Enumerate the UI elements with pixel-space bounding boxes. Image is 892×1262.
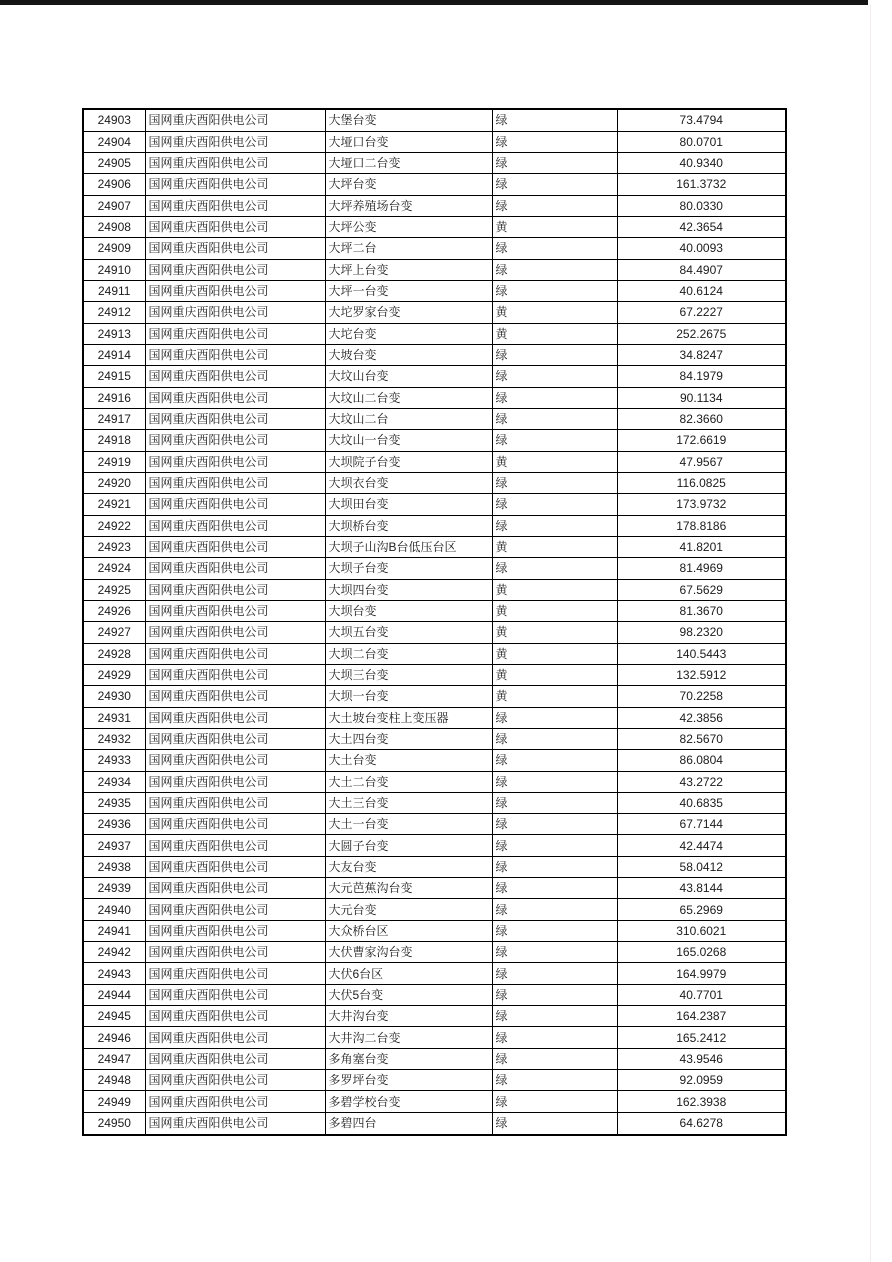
load-value-cell: 164.9979 <box>617 963 786 984</box>
table-row <box>83 686 786 707</box>
company-name-cell: 国网重庆酉阳供电公司 <box>145 1048 325 1069</box>
status-color-cell: 绿 <box>492 366 617 387</box>
table-row <box>83 131 786 152</box>
row-id-cell: 24934 <box>83 771 145 792</box>
table-row <box>83 1091 786 1112</box>
company-name-cell: 国网重庆酉阳供电公司 <box>145 856 325 877</box>
station-name-cell: 大坪公变 <box>325 216 492 237</box>
load-value-cell: 34.8247 <box>617 344 786 365</box>
table-body <box>83 109 786 1135</box>
row-id-cell: 24903 <box>83 109 145 131</box>
row-id-cell: 24923 <box>83 536 145 557</box>
company-name-cell: 国网重庆酉阳供电公司 <box>145 408 325 429</box>
load-value-cell: 67.5629 <box>617 579 786 600</box>
company-name-cell: 国网重庆酉阳供电公司 <box>145 472 325 493</box>
status-color-cell: 绿 <box>492 1027 617 1048</box>
company-name-cell: 国网重庆酉阳供电公司 <box>145 515 325 536</box>
table-row <box>83 408 786 429</box>
load-value-cell: 40.6124 <box>617 280 786 301</box>
company-name-cell: 国网重庆酉阳供电公司 <box>145 600 325 621</box>
company-name-cell: 国网重庆酉阳供电公司 <box>145 1112 325 1135</box>
row-id-cell: 24940 <box>83 899 145 920</box>
row-id-cell: 24945 <box>83 1006 145 1027</box>
station-name-cell: 大坡台变 <box>325 344 492 365</box>
company-name-cell: 国网重庆酉阳供电公司 <box>145 707 325 728</box>
row-id-cell: 24914 <box>83 344 145 365</box>
company-name-cell: 国网重庆酉阳供电公司 <box>145 1070 325 1091</box>
load-value-cell: 172.6619 <box>617 430 786 451</box>
row-id-cell: 24936 <box>83 814 145 835</box>
station-name-cell: 大坪二台 <box>325 238 492 259</box>
company-name-cell: 国网重庆酉阳供电公司 <box>145 622 325 643</box>
station-name-cell: 大坨台变 <box>325 323 492 344</box>
station-name-cell: 大土四台变 <box>325 728 492 749</box>
table-row <box>83 430 786 451</box>
row-id-cell: 24925 <box>83 579 145 600</box>
company-name-cell: 国网重庆酉阳供电公司 <box>145 494 325 515</box>
load-value-cell: 70.2258 <box>617 686 786 707</box>
company-name-cell: 国网重庆酉阳供电公司 <box>145 942 325 963</box>
load-value-cell: 165.0268 <box>617 942 786 963</box>
row-id-cell: 24928 <box>83 643 145 664</box>
company-name-cell: 国网重庆酉阳供电公司 <box>145 1006 325 1027</box>
status-color-cell: 绿 <box>492 1112 617 1135</box>
station-name-cell: 大坝三台变 <box>325 664 492 685</box>
status-color-cell: 绿 <box>492 984 617 1005</box>
table-row <box>83 792 786 813</box>
load-value-cell: 82.3660 <box>617 408 786 429</box>
load-value-cell: 116.0825 <box>617 472 786 493</box>
row-id-cell: 24927 <box>83 622 145 643</box>
load-value-cell: 64.6278 <box>617 1112 786 1135</box>
table-row <box>83 1048 786 1069</box>
company-name-cell: 国网重庆酉阳供电公司 <box>145 131 325 152</box>
company-name-cell: 国网重庆酉阳供电公司 <box>145 920 325 941</box>
load-value-cell: 165.2412 <box>617 1027 786 1048</box>
table-row <box>83 984 786 1005</box>
station-name-cell: 大伏曹家沟台变 <box>325 942 492 963</box>
status-color-cell: 绿 <box>492 792 617 813</box>
load-value-cell: 73.4794 <box>617 109 786 131</box>
company-name-cell: 国网重庆酉阳供电公司 <box>145 643 325 664</box>
company-name-cell: 国网重庆酉阳供电公司 <box>145 302 325 323</box>
status-color-cell: 黄 <box>492 622 617 643</box>
row-id-cell: 24938 <box>83 856 145 877</box>
station-name-cell: 大坟山二台 <box>325 408 492 429</box>
station-name-cell: 大坝二台变 <box>325 643 492 664</box>
table-row <box>83 728 786 749</box>
station-name-cell: 大坪台变 <box>325 174 492 195</box>
load-value-cell: 67.2227 <box>617 302 786 323</box>
company-name-cell: 国网重庆酉阳供电公司 <box>145 259 325 280</box>
row-id-cell: 24905 <box>83 152 145 173</box>
company-name-cell: 国网重庆酉阳供电公司 <box>145 1027 325 1048</box>
status-color-cell: 绿 <box>492 963 617 984</box>
table-row <box>83 195 786 216</box>
station-name-cell: 大垭口二台变 <box>325 152 492 173</box>
table-row <box>83 451 786 472</box>
station-name-cell: 大坝子山沟B台低压台区 <box>325 536 492 557</box>
status-color-cell: 绿 <box>492 558 617 579</box>
company-name-cell: 国网重庆酉阳供电公司 <box>145 963 325 984</box>
station-name-cell: 大土台变 <box>325 750 492 771</box>
load-value-cell: 90.1134 <box>617 387 786 408</box>
station-name-cell: 大坪一台变 <box>325 280 492 301</box>
table-row <box>83 238 786 259</box>
row-id-cell: 24944 <box>83 984 145 1005</box>
status-color-cell: 绿 <box>492 899 617 920</box>
row-id-cell: 24935 <box>83 792 145 813</box>
page-top-bar <box>0 0 868 5</box>
company-name-cell: 国网重庆酉阳供电公司 <box>145 366 325 387</box>
status-color-cell: 黄 <box>492 600 617 621</box>
table-row <box>83 558 786 579</box>
load-value-cell: 161.3732 <box>617 174 786 195</box>
company-name-cell: 国网重庆酉阳供电公司 <box>145 1091 325 1112</box>
status-color-cell: 绿 <box>492 472 617 493</box>
row-id-cell: 24950 <box>83 1112 145 1135</box>
row-id-cell: 24948 <box>83 1070 145 1091</box>
status-color-cell: 绿 <box>492 152 617 173</box>
table-row <box>83 600 786 621</box>
status-color-cell: 绿 <box>492 771 617 792</box>
station-name-cell: 大坝子台变 <box>325 558 492 579</box>
status-color-cell: 绿 <box>492 750 617 771</box>
table-row <box>83 472 786 493</box>
load-value-cell: 80.0701 <box>617 131 786 152</box>
row-id-cell: 24913 <box>83 323 145 344</box>
row-id-cell: 24931 <box>83 707 145 728</box>
station-name-cell: 大坪上台变 <box>325 259 492 280</box>
status-color-cell: 绿 <box>492 1091 617 1112</box>
station-name-cell: 大垭口台变 <box>325 131 492 152</box>
company-name-cell: 国网重庆酉阳供电公司 <box>145 899 325 920</box>
station-name-cell: 大坨罗家台变 <box>325 302 492 323</box>
row-id-cell: 24906 <box>83 174 145 195</box>
table-row <box>83 216 786 237</box>
table-row <box>83 174 786 195</box>
company-name-cell: 国网重庆酉阳供电公司 <box>145 238 325 259</box>
load-value-cell: 310.6021 <box>617 920 786 941</box>
row-id-cell: 24942 <box>83 942 145 963</box>
load-value-cell: 84.4907 <box>617 259 786 280</box>
station-name-cell: 大井沟二台变 <box>325 1027 492 1048</box>
load-value-cell: 47.9567 <box>617 451 786 472</box>
status-color-cell: 绿 <box>492 942 617 963</box>
load-value-cell: 42.4474 <box>617 835 786 856</box>
station-name-cell: 大坟山台变 <box>325 366 492 387</box>
page-right-edge <box>870 5 871 1262</box>
load-value-cell: 173.9732 <box>617 494 786 515</box>
station-name-cell: 大坪养殖场台变 <box>325 195 492 216</box>
table-row <box>83 707 786 728</box>
station-name-cell: 大元芭蕉沟台变 <box>325 878 492 899</box>
company-name-cell: 国网重庆酉阳供电公司 <box>145 536 325 557</box>
status-color-cell: 绿 <box>492 174 617 195</box>
load-value-cell: 65.2969 <box>617 899 786 920</box>
load-value-cell: 164.2387 <box>617 1006 786 1027</box>
row-id-cell: 24907 <box>83 195 145 216</box>
table-row <box>83 323 786 344</box>
station-name-cell: 大坝一台变 <box>325 686 492 707</box>
status-color-cell: 黄 <box>492 579 617 600</box>
table-row <box>83 280 786 301</box>
table-row <box>83 1112 786 1135</box>
table-row <box>83 387 786 408</box>
load-value-cell: 58.0412 <box>617 856 786 877</box>
status-color-cell: 黄 <box>492 323 617 344</box>
status-color-cell: 黄 <box>492 216 617 237</box>
load-value-cell: 40.7701 <box>617 984 786 1005</box>
load-value-cell: 40.6835 <box>617 792 786 813</box>
station-name-cell: 大井沟台变 <box>325 1006 492 1027</box>
company-name-cell: 国网重庆酉阳供电公司 <box>145 430 325 451</box>
load-value-cell: 43.9546 <box>617 1048 786 1069</box>
station-name-cell: 大坟山二台变 <box>325 387 492 408</box>
company-name-cell: 国网重庆酉阳供电公司 <box>145 152 325 173</box>
status-color-cell: 黄 <box>492 664 617 685</box>
station-name-cell: 大坝四台变 <box>325 579 492 600</box>
row-id-cell: 24920 <box>83 472 145 493</box>
row-id-cell: 24932 <box>83 728 145 749</box>
row-id-cell: 24937 <box>83 835 145 856</box>
row-id-cell: 24949 <box>83 1091 145 1112</box>
load-value-cell: 81.3670 <box>617 600 786 621</box>
company-name-cell: 国网重庆酉阳供电公司 <box>145 558 325 579</box>
station-name-cell: 大元台变 <box>325 899 492 920</box>
status-color-cell: 绿 <box>492 344 617 365</box>
company-name-cell: 国网重庆酉阳供电公司 <box>145 686 325 707</box>
status-color-cell: 绿 <box>492 238 617 259</box>
table-row <box>83 344 786 365</box>
station-name-cell: 大众桥台区 <box>325 920 492 941</box>
table-row <box>83 109 786 131</box>
station-name-cell: 大土坡台变柱上变压器 <box>325 707 492 728</box>
row-id-cell: 24933 <box>83 750 145 771</box>
station-name-cell: 大土一台变 <box>325 814 492 835</box>
row-id-cell: 24929 <box>83 664 145 685</box>
status-color-cell: 绿 <box>492 259 617 280</box>
table-row <box>83 942 786 963</box>
status-color-cell: 绿 <box>492 835 617 856</box>
status-color-cell: 绿 <box>492 1070 617 1091</box>
load-value-cell: 67.7144 <box>617 814 786 835</box>
table-row <box>83 856 786 877</box>
station-name-cell: 大坝院子台变 <box>325 451 492 472</box>
row-id-cell: 24908 <box>83 216 145 237</box>
row-id-cell: 24918 <box>83 430 145 451</box>
company-name-cell: 国网重庆酉阳供电公司 <box>145 579 325 600</box>
table-row <box>83 515 786 536</box>
status-color-cell: 绿 <box>492 430 617 451</box>
status-color-cell: 绿 <box>492 195 617 216</box>
station-load-table <box>82 108 787 1136</box>
station-name-cell: 大伏6台区 <box>325 963 492 984</box>
table-row <box>83 366 786 387</box>
table-row <box>83 771 786 792</box>
load-value-cell: 92.0959 <box>617 1070 786 1091</box>
status-color-cell: 绿 <box>492 1048 617 1069</box>
status-color-cell: 绿 <box>492 494 617 515</box>
load-value-cell: 162.3938 <box>617 1091 786 1112</box>
station-name-cell: 大坝衣台变 <box>325 472 492 493</box>
table-row <box>83 814 786 835</box>
station-name-cell: 大坟山一台变 <box>325 430 492 451</box>
station-name-cell: 多罗坪台变 <box>325 1070 492 1091</box>
row-id-cell: 24926 <box>83 600 145 621</box>
company-name-cell: 国网重庆酉阳供电公司 <box>145 280 325 301</box>
table-row <box>83 664 786 685</box>
company-name-cell: 国网重庆酉阳供电公司 <box>145 664 325 685</box>
status-color-cell: 绿 <box>492 920 617 941</box>
status-color-cell: 绿 <box>492 280 617 301</box>
station-name-cell: 多碧四台 <box>325 1112 492 1135</box>
load-value-cell: 40.0093 <box>617 238 786 259</box>
load-value-cell: 43.8144 <box>617 878 786 899</box>
table-row <box>83 152 786 173</box>
load-value-cell: 43.2722 <box>617 771 786 792</box>
table-row <box>83 536 786 557</box>
row-id-cell: 24909 <box>83 238 145 259</box>
station-name-cell: 大土三台变 <box>325 792 492 813</box>
station-name-cell: 大堡台变 <box>325 109 492 131</box>
row-id-cell: 24910 <box>83 259 145 280</box>
status-color-cell: 黄 <box>492 686 617 707</box>
company-name-cell: 国网重庆酉阳供电公司 <box>145 216 325 237</box>
company-name-cell: 国网重庆酉阳供电公司 <box>145 109 325 131</box>
status-color-cell: 绿 <box>492 131 617 152</box>
load-value-cell: 98.2320 <box>617 622 786 643</box>
station-name-cell: 大友台变 <box>325 856 492 877</box>
station-name-cell: 多碧学校台变 <box>325 1091 492 1112</box>
status-color-cell: 绿 <box>492 408 617 429</box>
status-color-cell: 绿 <box>492 814 617 835</box>
station-name-cell: 大坝桥台变 <box>325 515 492 536</box>
load-value-cell: 82.5670 <box>617 728 786 749</box>
load-value-cell: 178.8186 <box>617 515 786 536</box>
station-name-cell: 大圆子台变 <box>325 835 492 856</box>
company-name-cell: 国网重庆酉阳供电公司 <box>145 878 325 899</box>
row-id-cell: 24941 <box>83 920 145 941</box>
station-load-table-container <box>82 108 787 1136</box>
company-name-cell: 国网重庆酉阳供电公司 <box>145 792 325 813</box>
table-row <box>83 643 786 664</box>
table-row <box>83 963 786 984</box>
company-name-cell: 国网重庆酉阳供电公司 <box>145 387 325 408</box>
station-name-cell: 多角塞台变 <box>325 1048 492 1069</box>
row-id-cell: 24917 <box>83 408 145 429</box>
status-color-cell: 绿 <box>492 728 617 749</box>
status-color-cell: 绿 <box>492 515 617 536</box>
company-name-cell: 国网重庆酉阳供电公司 <box>145 750 325 771</box>
load-value-cell: 252.2675 <box>617 323 786 344</box>
row-id-cell: 24922 <box>83 515 145 536</box>
load-value-cell: 40.9340 <box>617 152 786 173</box>
table-row <box>83 1006 786 1027</box>
status-color-cell: 绿 <box>492 856 617 877</box>
table-row <box>83 878 786 899</box>
company-name-cell: 国网重庆酉阳供电公司 <box>145 323 325 344</box>
table-row <box>83 302 786 323</box>
station-name-cell: 大坝田台变 <box>325 494 492 515</box>
row-id-cell: 24916 <box>83 387 145 408</box>
row-id-cell: 24947 <box>83 1048 145 1069</box>
row-id-cell: 24921 <box>83 494 145 515</box>
load-value-cell: 42.3856 <box>617 707 786 728</box>
status-color-cell: 黄 <box>492 451 617 472</box>
load-value-cell: 140.5443 <box>617 643 786 664</box>
table-row <box>83 1070 786 1091</box>
row-id-cell: 24946 <box>83 1027 145 1048</box>
table-row <box>83 622 786 643</box>
status-color-cell: 绿 <box>492 1006 617 1027</box>
status-color-cell: 绿 <box>492 707 617 728</box>
load-value-cell: 80.0330 <box>617 195 786 216</box>
status-color-cell: 绿 <box>492 109 617 131</box>
row-id-cell: 24930 <box>83 686 145 707</box>
row-id-cell: 24943 <box>83 963 145 984</box>
company-name-cell: 国网重庆酉阳供电公司 <box>145 195 325 216</box>
row-id-cell: 24911 <box>83 280 145 301</box>
table-row <box>83 835 786 856</box>
load-value-cell: 84.1979 <box>617 366 786 387</box>
company-name-cell: 国网重庆酉阳供电公司 <box>145 451 325 472</box>
station-name-cell: 大伏5台变 <box>325 984 492 1005</box>
status-color-cell: 黄 <box>492 643 617 664</box>
table-row <box>83 920 786 941</box>
company-name-cell: 国网重庆酉阳供电公司 <box>145 835 325 856</box>
table-row <box>83 750 786 771</box>
station-name-cell: 大土二台变 <box>325 771 492 792</box>
load-value-cell: 132.5912 <box>617 664 786 685</box>
status-color-cell: 黄 <box>492 302 617 323</box>
row-id-cell: 24915 <box>83 366 145 387</box>
table-row <box>83 259 786 280</box>
company-name-cell: 国网重庆酉阳供电公司 <box>145 728 325 749</box>
status-color-cell: 绿 <box>492 387 617 408</box>
table-row <box>83 1027 786 1048</box>
load-value-cell: 41.8201 <box>617 536 786 557</box>
status-color-cell: 黄 <box>492 536 617 557</box>
company-name-cell: 国网重庆酉阳供电公司 <box>145 344 325 365</box>
table-row <box>83 494 786 515</box>
row-id-cell: 24924 <box>83 558 145 579</box>
row-id-cell: 24904 <box>83 131 145 152</box>
table-row <box>83 899 786 920</box>
company-name-cell: 国网重庆酉阳供电公司 <box>145 771 325 792</box>
load-value-cell: 81.4969 <box>617 558 786 579</box>
table-row <box>83 579 786 600</box>
row-id-cell: 24939 <box>83 878 145 899</box>
row-id-cell: 24912 <box>83 302 145 323</box>
company-name-cell: 国网重庆酉阳供电公司 <box>145 174 325 195</box>
status-color-cell: 绿 <box>492 878 617 899</box>
load-value-cell: 86.0804 <box>617 750 786 771</box>
station-name-cell: 大坝五台变 <box>325 622 492 643</box>
load-value-cell: 42.3654 <box>617 216 786 237</box>
row-id-cell: 24919 <box>83 451 145 472</box>
station-name-cell: 大坝台变 <box>325 600 492 621</box>
company-name-cell: 国网重庆酉阳供电公司 <box>145 814 325 835</box>
company-name-cell: 国网重庆酉阳供电公司 <box>145 984 325 1005</box>
